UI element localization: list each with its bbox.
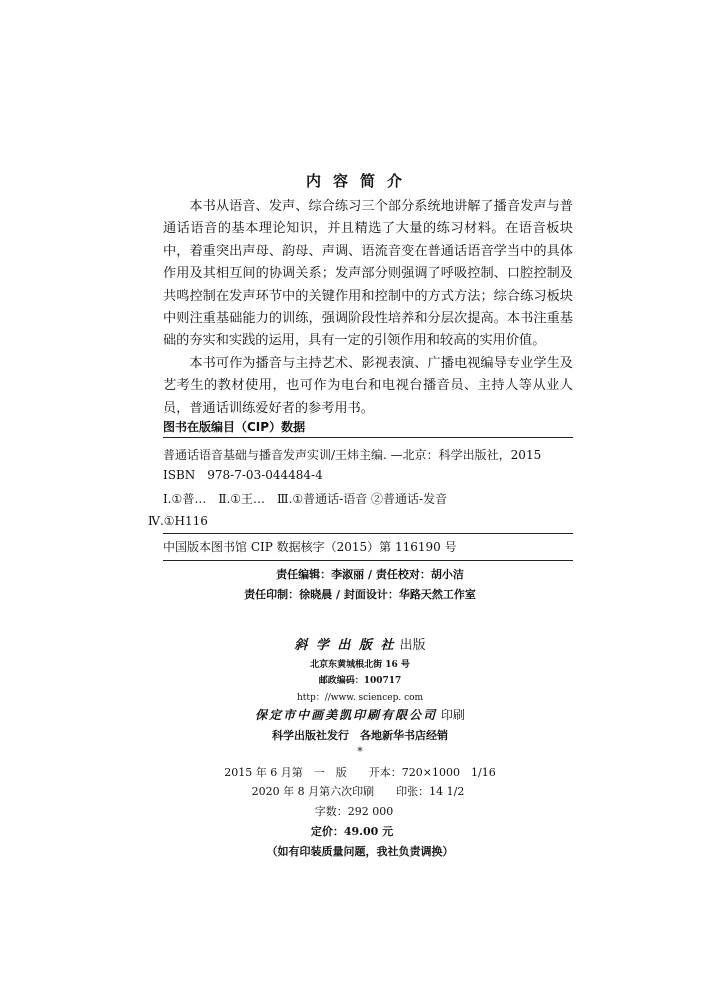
cip-classification-2: Ⅳ.①H116 [148,514,208,528]
credits-production: 责任印制：徐晓晨 / 封面设计：华路天然工作室 [244,588,476,601]
separator-asterisk: * [357,745,363,758]
cip-header: 图书在版编目（CIP）数据 [163,420,306,434]
quality-note: （如有印装质量问题，我社负责调换） [266,845,454,858]
cip-bottom-rule [163,560,573,561]
credits-editors: 责任编辑：李淑丽 / 责任校对：胡小洁 [276,568,464,581]
printer-name: 保定市中画美凯印刷有限公司 [255,708,438,722]
summary-paragraph-1: 本书从语音、发声、综合练习三个部分系统地讲解了播音发声与普通话语音的基本理论知识，并且精选了大量的练习材料。在语音板块中，着重突出声母、韵母、声调、语流音变在普通话语音学当中的具体作用及其相互间的协调关系；发声部分则强调了呼吸控制、口腔控制及共鸣控制在发声环节中的关键作用和控制中的方式方法；综合练习板块中则注重基础能力的训练，强调阶段性培养和分层次提高。本书注重基础的夯实和实践的运用，具有一定的引领作用和较高的实用价值。 [163,199,573,349]
cip-top-rule [163,437,573,438]
cip-classification-1: Ⅰ.①普… Ⅱ.①王… Ⅲ.①普通话-语音 ②普通话-发音 [163,492,448,506]
printer-suffix: 印刷 [440,708,465,722]
printer-line [0,706,720,723]
publisher-suffix: 出版 [399,638,426,653]
price: 定价：49.00 元 [310,825,394,838]
summary-title: 内容简介 [305,172,414,190]
cip-number: 中国版本图书馆 CIP 数据核字（2015）第 116190 号 [163,540,457,554]
publisher-line [0,634,720,653]
distribution-line: 科学出版社发行 各地新华书店经销 [272,729,448,742]
publisher-name: 斜 学 出 版 社 [294,638,396,653]
edition-line: 2015 年 6 月第 一 版 开本：720×1000 1/16 [224,766,496,779]
cip-middle-rule [163,533,573,534]
printing-line: 2020 年 8 月第六次印刷 印张：14 1/2 [251,785,465,798]
summary-paragraph-2: 本书可作为播音与主持艺术、影视表演、广播电视编导专业学生及艺考生的教材使用，也可作为电台和电视台播音员、主持人等从业人员，普通话训练爱好者的参考用书。 [163,355,573,416]
publisher-website: http：//www. sciencep. com [296,693,424,703]
summary-body [163,196,573,420]
cip-book-line: 普通话语音基础与播音发声实训/王炜主编. —北京：科学出版社，2015 [163,448,542,462]
cip-isbn: ISBN 978-7-03-044484-4 [163,468,323,482]
publisher-address: 北京东黄城根北街 16 号 [310,660,410,670]
word-count: 字数：292 000 [314,805,394,818]
publisher-postcode: 邮政编码：100717 [318,676,402,686]
